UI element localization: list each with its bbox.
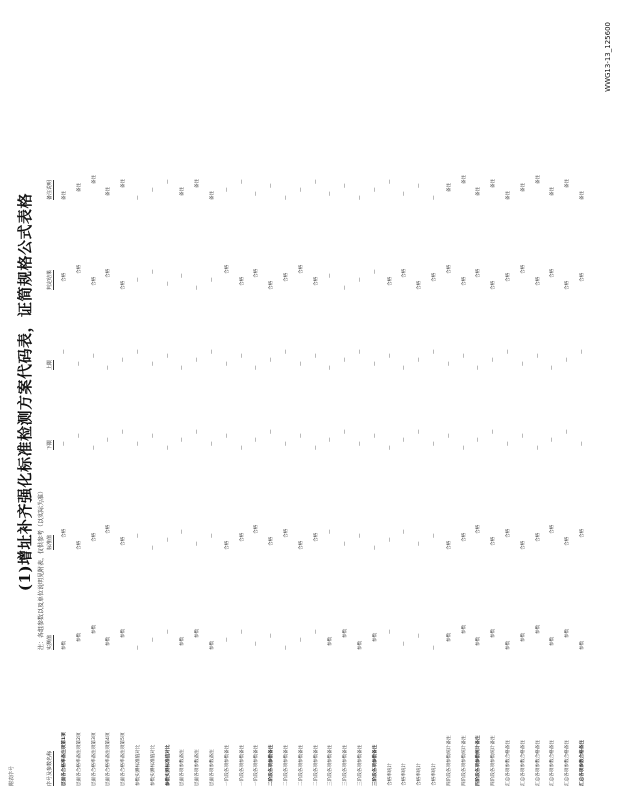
corner-label: 附表序号 [9,765,15,786]
table-cell: — [432,441,437,446]
row-label: 四阶段各项参数统计备注 [476,735,482,786]
table-cell: — [150,187,156,192]
table-cell: 合格 [298,540,304,550]
table-cell: 合格 [121,536,127,546]
table-cell: — [239,445,245,450]
row-label: 四阶段各项参数统计备注 [446,735,452,786]
table-cell: 参数 [372,632,378,642]
table-cell: 合格 [520,540,526,550]
table-cell: 合格 [254,268,260,278]
table-cell: — [136,441,141,446]
table-cell: 合格 [239,532,245,542]
column-header: 判定结果 [47,269,53,290]
table-cell: — [432,349,437,354]
table-cell: — [476,365,482,370]
table-cell: — [136,349,141,354]
table-cell: — [195,429,201,434]
table-cell: — [313,445,319,450]
table-cell: — [269,633,275,638]
table-cell: 合格 [565,280,571,290]
table-cell: — [535,445,541,450]
table-cell: — [284,195,289,200]
row-label: 三阶段各项参数备注 [372,744,378,786]
table-cell: — [284,349,289,354]
row-label: 一阶段各项参数备注 [224,744,230,786]
table-cell: 合格 [417,280,423,290]
row-label: 汇总各项参数合格备注 [535,740,541,786]
table-cell: 合格 [239,276,245,286]
table-cell: 参数 [580,640,585,650]
column-header: 标准值 [47,534,53,550]
table-cell: — [76,361,82,366]
table-cell: — [106,365,112,370]
table-cell: 备注 [76,182,82,192]
table-cell: 合格 [535,532,541,542]
table-cell: — [343,285,349,290]
table-cell: 合格 [402,268,408,278]
table-cell: — [150,433,156,438]
table-cell: 参数 [506,640,511,650]
table-cell: — [91,445,97,450]
table-cell: 合格 [121,280,127,290]
row-label: 层面各合格率备注项第2项 [76,732,82,786]
table-cell: — [313,353,319,358]
table-cell: 参数 [121,628,127,638]
table-cell: — [180,529,186,534]
row-label: 参数实测标准值对比 [136,744,141,786]
row-label: 二阶段各项参数备注 [313,744,319,786]
table-cell: — [298,433,304,438]
table-cell: — [180,437,186,442]
table-cell: — [224,433,230,438]
table-cell: 备注 [550,186,556,196]
row-label: 层面各项参数备注 [180,749,186,786]
table-cell: 合格 [565,536,571,546]
table-cell: — [165,353,171,358]
document-identifier: WWG13-13_125600 [604,22,612,92]
table-cell: — [580,349,585,354]
table-cell: — [298,637,304,642]
table-cell: 参数 [535,624,541,634]
table-cell: — [520,361,526,366]
table-cell: — [387,445,393,450]
table-cell: 合格 [106,524,112,534]
table-cell: — [254,641,260,646]
table-cell: — [491,429,497,434]
table-cell: — [150,545,156,550]
table-cell: 备注 [210,190,215,200]
table-cell: 合格 [520,264,526,274]
table-cell: — [550,437,556,442]
table-cell: — [343,183,349,188]
table-cell: — [62,349,67,354]
table-cell: — [328,529,334,534]
table-cell: 合格 [284,272,289,282]
table-cell: 合格 [432,272,437,282]
table-cell: — [343,429,349,434]
table-cell: — [180,365,186,370]
table-cell: — [106,437,112,442]
table-cell: 备注 [476,186,482,196]
table-cell: 备注 [520,182,526,192]
column-header: 实测值 [47,634,53,650]
table-cell: — [402,437,408,442]
table-cell: 合格 [387,276,393,286]
table-cell: 参数 [91,624,97,634]
table-cell: 合格 [461,532,467,542]
table-cell: 参数 [328,636,334,646]
table-cell: — [372,269,378,274]
table-cell: — [298,187,304,192]
table-cell: — [254,365,260,370]
table-cell: — [62,441,67,446]
table-cell: — [402,191,408,196]
table-cell: 合格 [106,268,112,278]
row-label: 合格率统计 [387,763,393,786]
table-cell: 参数 [520,632,526,642]
table-cell: 合格 [76,264,82,274]
table-cell: 合格 [446,264,452,274]
table-cell: — [461,445,467,450]
table-cell: — [580,441,585,446]
table-cell: — [195,357,201,362]
table-cell: 合格 [461,276,467,286]
table-cell: — [417,633,423,638]
table-cell: — [254,437,260,442]
table-cell: 合格 [476,524,482,534]
table-cell: 备注 [62,190,67,200]
row-label: 四阶段各项参数统计备注 [461,735,467,786]
column-header: 上限 [47,359,53,370]
table-cell: — [269,429,275,434]
table-cell: — [165,281,171,286]
table-cell: 备注 [580,190,585,200]
table-cell: — [224,637,230,642]
table-cell: — [269,357,275,362]
table-cell: — [269,183,275,188]
table-cell: — [387,179,393,184]
table-cell: 合格 [476,268,482,278]
table-cell: 参数 [195,628,201,638]
table-cell: — [520,433,526,438]
table-cell: — [506,349,511,354]
page-subtitle: 注：各组参数以及单位说明见附表，仅供参考（以实际为准） [38,487,45,650]
table-cell: 参数 [550,636,556,646]
table-cell: — [328,273,334,278]
table-cell: 合格 [224,264,230,274]
table-cell: 备注 [195,178,201,188]
row-label: 二阶段各项参数备注 [298,744,304,786]
row-label: 层面各项参数备注 [210,749,215,786]
table-cell: — [239,629,245,634]
table-cell: 参数 [106,636,112,646]
table-cell: — [402,529,408,534]
table-cell: — [506,441,511,446]
table-cell: — [343,357,349,362]
table-cell: — [402,641,408,646]
row-label: 四阶段各项参数统计备注 [491,735,497,786]
table-cell: 合格 [269,536,275,546]
table-cell: 合格 [491,280,497,290]
row-label: 汇总各项参数合格备注 [506,740,511,786]
table-cell: 合格 [91,532,97,542]
column-header: 备注说明 [47,179,53,200]
table-cell: 合格 [224,540,230,550]
table-cell: 参数 [76,632,82,642]
table-header [46,26,56,786]
table-cell: — [535,353,541,358]
table-cell: 合格 [76,540,82,550]
table-cell: 合格 [91,276,97,286]
table-cell: — [76,433,82,438]
table-cell: 备注 [180,186,186,196]
table-cell: 合格 [506,272,511,282]
table-cell: 备注 [535,174,541,184]
table-cell: 合格 [550,268,556,278]
table-cell: — [461,353,467,358]
table-cell: 参数 [62,640,67,650]
table-cell: 合格 [491,536,497,546]
table-cell: — [165,537,171,542]
table-cell: — [195,541,201,546]
table-cell: 合格 [62,272,67,282]
table-cell: — [239,353,245,358]
table-cell: — [150,361,156,366]
table-cell: — [372,187,378,192]
table-cell: — [224,361,230,366]
table-cell: — [150,269,156,274]
row-label: 二阶段各项参数备注 [269,744,275,786]
row-label: 三阶段各项参数备注 [328,744,334,786]
table-cell: — [387,629,393,634]
table-cell: — [121,429,127,434]
table-cell: 参数 [476,636,482,646]
table-cell: 合格 [580,528,585,538]
table-cell: — [254,191,260,196]
table-cell: — [387,353,393,358]
table-cell: 参数 [358,640,363,650]
row-label: 层面各合格率备注项第3项 [91,732,97,786]
table-cell: 参数 [565,628,571,638]
table-cell: — [417,429,423,434]
table-cell: — [121,357,127,362]
row-label: 汇总各项参数合格备注 [550,740,556,786]
table-cell: — [239,179,245,184]
row-label: 参数实测标准值对比 [150,744,156,786]
table-cell: — [210,349,215,354]
table-cell: — [372,361,378,366]
table-cell: — [358,349,363,354]
table-cell: 合格 [313,276,319,286]
row-label: 三阶段各项参数备注 [343,744,349,786]
table-cell: 合格 [298,264,304,274]
table-cell: — [165,629,171,634]
table-cell: — [136,645,141,650]
row-label: 层面各项参数备注 [195,749,201,786]
table-cell: — [91,353,97,358]
table-cell: — [328,365,334,370]
table-cell: 备注 [91,174,97,184]
table-cell: 合格 [313,532,319,542]
table-cell: — [491,357,497,362]
row-label: 合格率统计 [432,763,437,786]
row-label: 汇总各项参数合格备注 [520,740,526,786]
row-label: 二阶段各项参数备注 [284,744,289,786]
table-cell: 备注 [491,178,497,188]
table-cell: 备注 [565,178,571,188]
column-header: 下限 [47,439,53,450]
table-cell: — [417,357,423,362]
table-cell: 备注 [446,182,452,192]
table-cell: 备注 [461,174,467,184]
table-cell: 合格 [254,524,260,534]
table-cell: — [417,183,423,188]
row-label: 层面各合格率备注项第4项 [106,732,112,786]
table-cell: — [417,541,423,546]
table-cell: — [476,437,482,442]
column-header: 序号及参数名称 [47,750,53,786]
row-label: 层面各合格率备注项第5项 [121,732,127,786]
table-cell: 合格 [580,272,585,282]
table-cell: — [284,441,289,446]
table-cell: — [136,277,141,282]
table-cell: — [165,179,171,184]
table-cell: — [195,285,201,290]
table-cell: 备注 [506,190,511,200]
table-cell: — [136,195,141,200]
table-cell: 备注 [121,178,127,188]
table-cell: — [446,433,452,438]
table-cell: 合格 [446,540,452,550]
table-cell: — [402,365,408,370]
table-cell: 备注 [106,186,112,196]
page-title: (1)增址补齐强化标准检测方案代码表，证简规格公式表格 [16,192,34,592]
table-cell: — [328,437,334,442]
table-cell: — [328,191,334,196]
table-cell: 参数 [210,640,215,650]
table-cell: — [343,541,349,546]
table-cell: — [358,277,363,282]
table-cell: 合格 [269,280,275,290]
table-cell: — [372,545,378,550]
table-cell: — [372,433,378,438]
row-label: 三阶段各项参数备注 [358,744,363,786]
table-cell: — [358,441,363,446]
table-cell: 参数 [461,624,467,634]
table-cell: — [313,629,319,634]
table-cell: 合格 [506,528,511,538]
table-cell: — [446,361,452,366]
table-cell: — [432,195,437,200]
row-label: 层面各合格率备注项第1项 [62,732,67,786]
row-label: 合格率统计 [402,763,408,786]
table-cell: — [298,361,304,366]
table-cell: — [358,195,363,200]
table-cell: — [150,637,156,642]
row-label: 合格率统计 [417,763,423,786]
row-label: 一阶段各项参数备注 [254,744,260,786]
table-cell: 参数 [343,628,349,638]
table-cell: 合格 [62,528,67,538]
table-cell: — [180,273,186,278]
table-cell: 参数 [180,636,186,646]
table-cell: — [313,179,319,184]
table-cell: 参数 [446,632,452,642]
table-cell: 合格 [535,276,541,286]
row-label: 汇总各项参数合格备注 [580,740,585,786]
table-cell: — [210,277,215,282]
table-cell: — [165,445,171,450]
table-cell: — [136,533,141,538]
table-cell: — [284,645,289,650]
table-cell: 合格 [284,528,289,538]
table-cell: — [550,365,556,370]
row-label: 汇总各项参数合格备注 [565,740,571,786]
table-cell: — [210,533,215,538]
table-cell: — [432,533,437,538]
table-cell: 合格 [550,524,556,534]
table-cell: — [432,645,437,650]
table-cell: 参数 [491,628,497,638]
table-cell: — [565,357,571,362]
row-label: 一阶段各项参数备注 [239,744,245,786]
table-cell: — [224,187,230,192]
table-cell: — [210,441,215,446]
table-cell: — [358,533,363,538]
table-cell: — [387,537,393,542]
table-cell: — [565,429,571,434]
row-label: 参数实测标准值对比 [165,744,171,786]
